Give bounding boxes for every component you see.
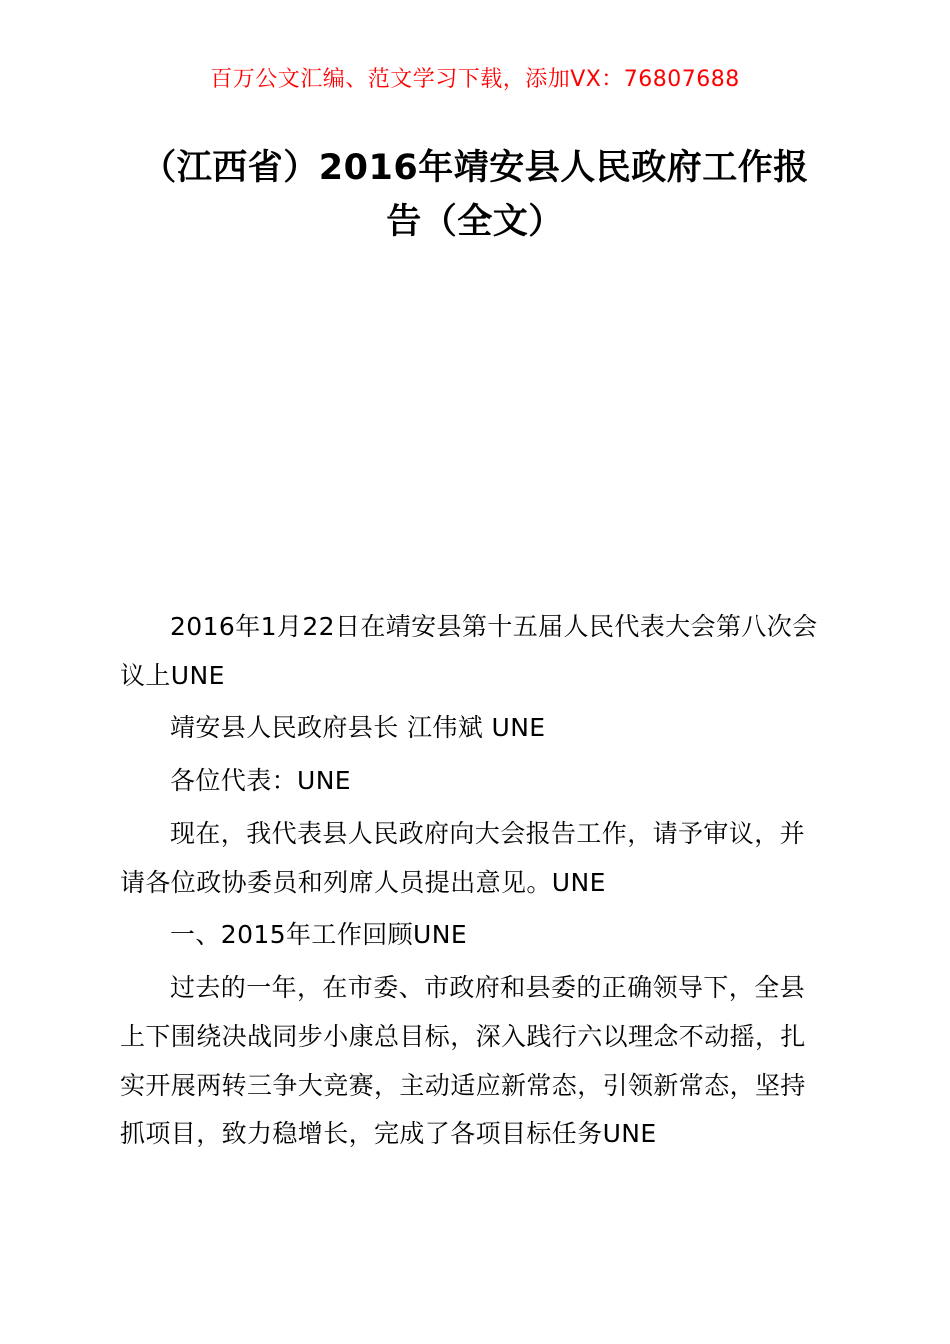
paragraph: 靖安县人民政府县长 江伟斌 UNE: [170, 713, 546, 743]
paragraph: 2016年1月22日在靖安县第十五届人民代表大会第八次会议上UNE: [120, 611, 818, 690]
page-title: （江西省）2016年靖安县人民政府工作报告（全文）: [141, 148, 809, 243]
promo-banner: 百万公文汇编、范文学习下载，添加VX：76807688: [210, 67, 740, 92]
paragraph: 各位代表：UNE: [170, 766, 351, 796]
paragraph: 过去的一年，在市委、市政府和县委的正确领导下，全县上下围绕决战同步小康总目标，深入践行六以理念不动摇，扎实开展两转三争大竞赛，主动适应新常态，引领新常态，坚持抓项目，致力稳增长，完成了各项目标任务UNE: [120, 973, 806, 1149]
paragraph: 现在，我代表县人民政府向大会报告工作，请予审议，并请各位政协委员和列席人员提出意见。UNE: [120, 818, 806, 897]
title-body-spacer: [120, 273, 830, 603]
document-body: [120, 603, 830, 1159]
section-heading: 一、2015年工作回顾UNE: [170, 920, 468, 950]
